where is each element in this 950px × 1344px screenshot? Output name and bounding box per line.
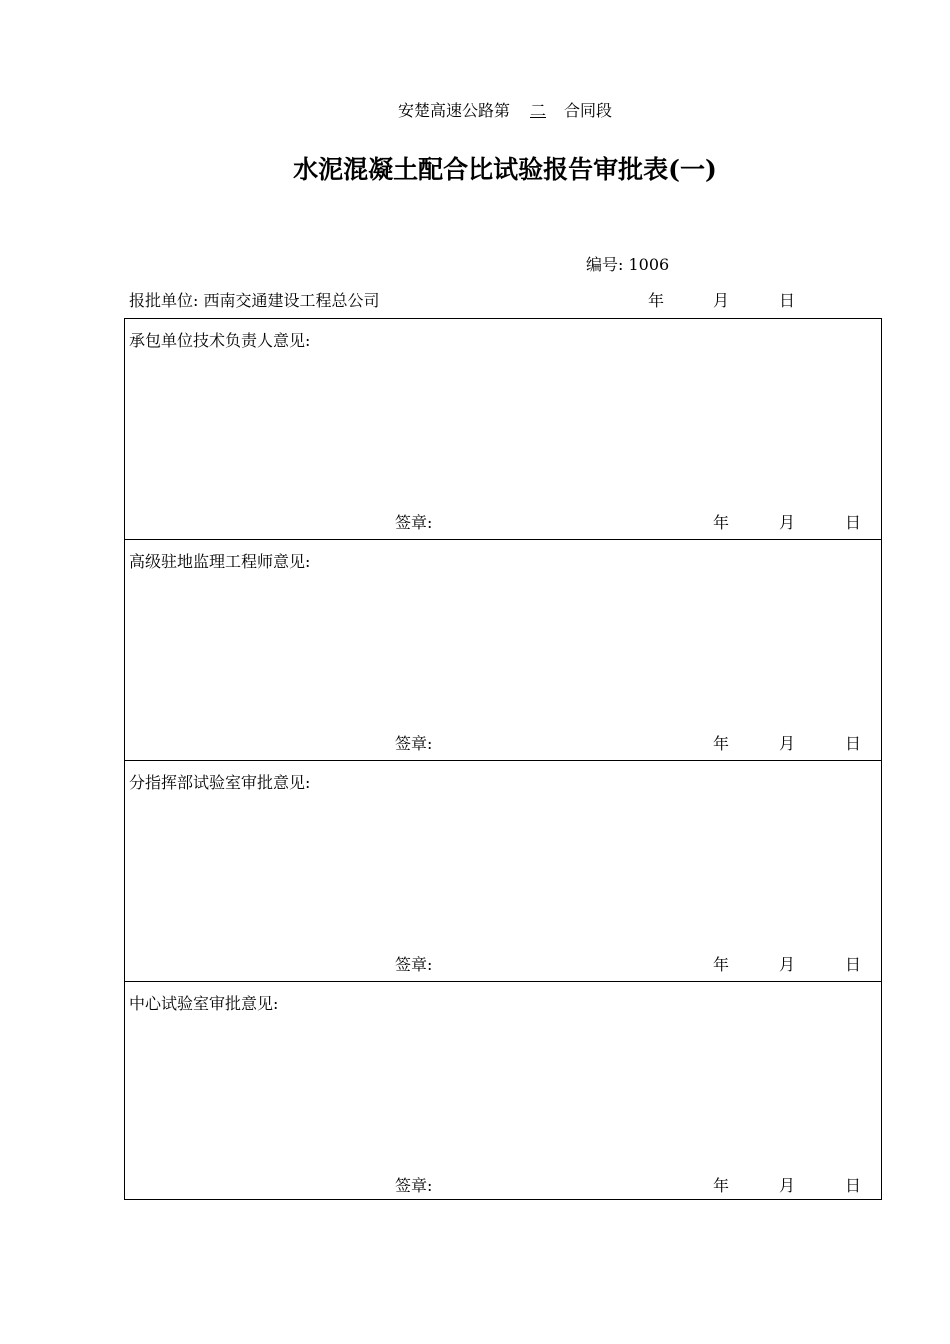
approval-table [124, 318, 882, 1200]
sign-year: 年 [713, 955, 730, 974]
section-label: 中心试验室审批意见: [129, 994, 279, 1013]
sign-month: 月 [779, 513, 796, 532]
section-label: 承包单位技术负责人意见: [129, 331, 311, 350]
serial-number: 编号: 1006 [586, 255, 670, 274]
signature-label: 签章: [395, 955, 433, 974]
report-year: 年 [648, 291, 665, 310]
supervisor-opinion-section [125, 540, 881, 761]
contract-section-line [0, 98, 950, 121]
form-title: 水泥混凝土配合比试验报告审批表(一) [293, 155, 717, 184]
report-month: 月 [713, 291, 730, 310]
signature-label: 签章: [395, 734, 433, 753]
sign-month: 月 [779, 1176, 796, 1195]
contractor-opinion-section [125, 319, 881, 540]
report-day: 日 [779, 291, 796, 310]
signature-label: 签章: [395, 513, 433, 532]
sign-year: 年 [713, 1176, 730, 1195]
sign-year: 年 [713, 513, 730, 532]
sign-month: 月 [779, 955, 796, 974]
contract-section-number: 二 [529, 101, 546, 120]
section-label: 高级驻地监理工程师意见: [129, 552, 311, 571]
sign-day: 日 [845, 734, 862, 753]
report-unit: 报批单位: 西南交通建设工程总公司 [129, 291, 380, 310]
branch-lab-opinion-section [125, 761, 881, 982]
contract-suffix: 合同段 [564, 101, 613, 120]
sign-year: 年 [713, 734, 730, 753]
signature-label: 签章: [395, 1176, 433, 1195]
contract-prefix: 安楚高速公路第 [397, 101, 510, 120]
sign-day: 日 [845, 1176, 862, 1195]
sign-day: 日 [845, 955, 862, 974]
sign-month: 月 [779, 734, 796, 753]
section-label: 分指挥部试验室审批意见: [129, 773, 311, 792]
sign-day: 日 [845, 513, 862, 532]
central-lab-opinion-section [125, 982, 881, 1203]
